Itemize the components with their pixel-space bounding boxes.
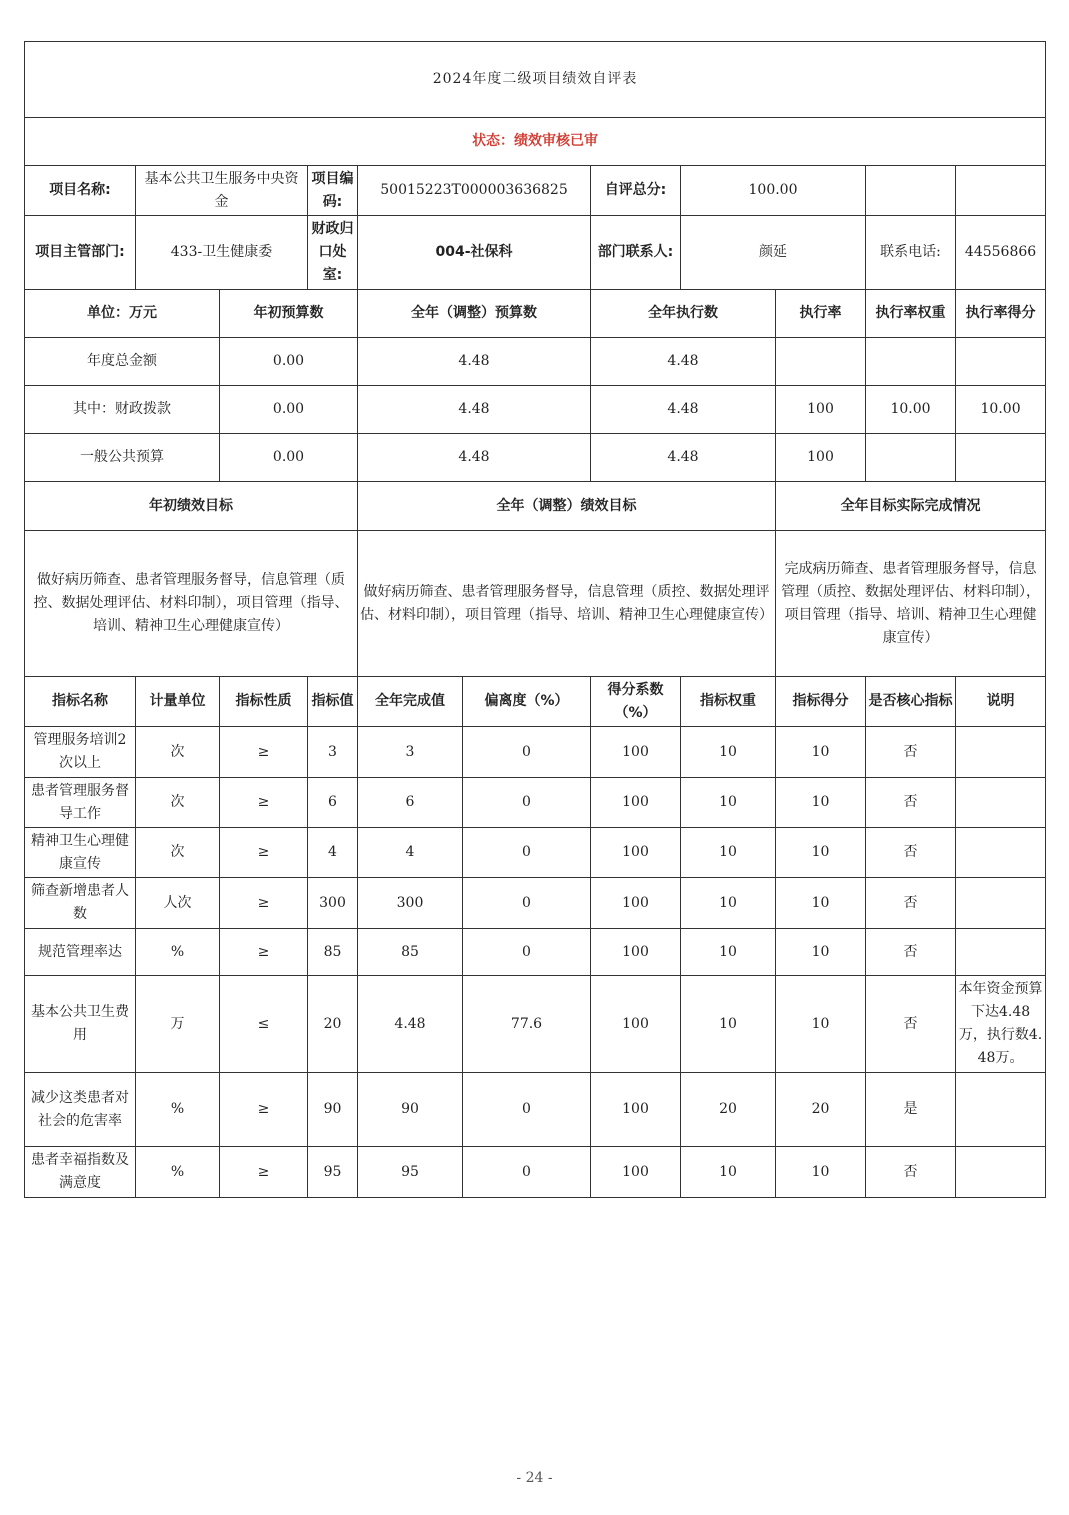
ind-coefficient: 100	[591, 976, 681, 1073]
contact-value: 颜延	[681, 216, 866, 290]
self-score-label: 自评总分:	[591, 166, 681, 216]
goal-header-adjusted: 全年（调整）绩效目标	[358, 482, 776, 531]
indicator-row	[25, 1073, 1046, 1147]
ind-deviation: 0	[463, 828, 591, 878]
ind-deviation: 0	[463, 878, 591, 929]
ind-deviation: 77.6	[463, 976, 591, 1073]
budget-header-adjusted: 全年（调整）预算数	[358, 290, 591, 338]
budget-cell	[776, 338, 866, 386]
ind-note	[956, 828, 1046, 878]
dept-label: 项目主管部门:	[25, 216, 136, 290]
ind-deviation: 0	[463, 727, 591, 778]
ind-weight: 10	[681, 878, 776, 929]
ind-core: 否	[866, 727, 956, 778]
ind-coefficient: 100	[591, 727, 681, 778]
finance-office-value: 004-社保科	[358, 216, 591, 290]
ind-name: 减少这类患者对社会的危害率	[25, 1073, 136, 1147]
indicator-rows	[25, 727, 1046, 1198]
budget-cell: 0.00	[220, 434, 358, 482]
goal-initial-text: 做好病历筛查、患者管理服务督导，信息管理（质控、数据处理评估、材料印制），项目管理（指导、培训、精神卫生心理健康宣传）	[25, 531, 358, 677]
ind-nature: ≥	[220, 929, 308, 976]
ind-score: 10	[776, 727, 866, 778]
ind-core: 否	[866, 878, 956, 929]
ind-core: 否	[866, 778, 956, 828]
ind-name: 基本公共卫生费用	[25, 976, 136, 1073]
ind-header-actual: 全年完成值	[358, 677, 463, 727]
ind-weight: 10	[681, 1147, 776, 1198]
ind-name: 患者幸福指数及满意度	[25, 1147, 136, 1198]
phone-value: 44556866	[956, 216, 1046, 290]
ind-weight: 10	[681, 727, 776, 778]
budget-cell: 4.48	[591, 434, 776, 482]
ind-nature: ≥	[220, 727, 308, 778]
ind-core: 否	[866, 828, 956, 878]
ind-name: 规范管理率达	[25, 929, 136, 976]
evaluation-form	[24, 41, 1046, 1198]
ind-actual: 4	[358, 828, 463, 878]
self-score-value: 100.00	[681, 166, 866, 216]
ind-name: 管理服务培训2次以上	[25, 727, 136, 778]
ind-target: 3	[308, 727, 358, 778]
budget-header-rate-score: 执行率得分	[956, 290, 1046, 338]
ind-actual: 300	[358, 878, 463, 929]
ind-target: 95	[308, 1147, 358, 1198]
budget-cell: 年度总金额	[25, 338, 220, 386]
budget-cell: 4.48	[591, 338, 776, 386]
indicator-row	[25, 878, 1046, 929]
ind-weight: 10	[681, 929, 776, 976]
project-code-value: 50015223T000003636825	[358, 166, 591, 216]
goal-adjusted-text: 做好病历筛查、患者管理服务督导，信息管理（质控、数据处理评估、材料印制），项目管理（指导、培训、精神卫生心理健康宣传）	[358, 531, 776, 677]
budget-cell: 4.48	[358, 338, 591, 386]
project-name-value: 基本公共卫生服务中央资金	[136, 166, 308, 216]
ind-note	[956, 778, 1046, 828]
ind-core: 否	[866, 976, 956, 1073]
ind-weight: 10	[681, 976, 776, 1073]
ind-nature: ≥	[220, 1073, 308, 1147]
ind-core: 否	[866, 929, 956, 976]
ind-score: 10	[776, 828, 866, 878]
ind-coefficient: 100	[591, 1073, 681, 1147]
ind-header-core: 是否核心指标	[866, 677, 956, 727]
ind-nature: ≥	[220, 828, 308, 878]
ind-core: 否	[866, 1147, 956, 1198]
ind-target: 4	[308, 828, 358, 878]
project-code-label: 项目编码:	[308, 166, 358, 216]
indicator-row	[25, 727, 1046, 778]
ind-header-note: 说明	[956, 677, 1046, 727]
ind-target: 20	[308, 976, 358, 1073]
ind-note: 本年资金预算下达4.48万，执行数4.48万。	[956, 976, 1046, 1073]
ind-score: 20	[776, 1073, 866, 1147]
ind-nature: ≥	[220, 778, 308, 828]
ind-name: 患者管理服务督导工作	[25, 778, 136, 828]
ind-deviation: 0	[463, 1073, 591, 1147]
ind-coefficient: 100	[591, 878, 681, 929]
budget-cell: 0.00	[220, 386, 358, 434]
ind-note	[956, 878, 1046, 929]
ind-actual: 3	[358, 727, 463, 778]
ind-nature: ≥	[220, 878, 308, 929]
phone-label: 联系电话:	[866, 216, 956, 290]
ind-actual: 4.48	[358, 976, 463, 1073]
budget-cell	[866, 434, 956, 482]
budget-cell: 100	[776, 386, 866, 434]
ind-name: 筛查新增患者人数	[25, 878, 136, 929]
ind-name: 精神卫生心理健康宣传	[25, 828, 136, 878]
ind-header-weight: 指标权重	[681, 677, 776, 727]
dept-value: 433-卫生健康委	[136, 216, 308, 290]
goal-header-actual: 全年目标实际完成情况	[776, 482, 1046, 531]
status-text: 状态：绩效审核已审	[25, 118, 1046, 166]
ind-target: 90	[308, 1073, 358, 1147]
goal-header-initial: 年初绩效目标	[25, 482, 358, 531]
ind-actual: 85	[358, 929, 463, 976]
ind-actual: 95	[358, 1147, 463, 1198]
ind-nature: ≤	[220, 976, 308, 1073]
ind-actual: 90	[358, 1073, 463, 1147]
ind-score: 10	[776, 976, 866, 1073]
ind-deviation: 0	[463, 778, 591, 828]
budget-cell	[866, 338, 956, 386]
budget-cell: 4.48	[358, 386, 591, 434]
page-number: - 24 -	[516, 1470, 553, 1486]
ind-unit: 次	[136, 778, 220, 828]
budget-row	[25, 386, 1046, 434]
ind-coefficient: 100	[591, 1147, 681, 1198]
empty-cell	[866, 166, 956, 216]
project-name-label: 项目名称:	[25, 166, 136, 216]
ind-deviation: 0	[463, 929, 591, 976]
ind-target: 85	[308, 929, 358, 976]
budget-header-initial: 年初预算数	[220, 290, 358, 338]
ind-target: 6	[308, 778, 358, 828]
ind-deviation: 0	[463, 1147, 591, 1198]
budget-header-unit: 单位：万元	[25, 290, 220, 338]
budget-cell: 一般公共预算	[25, 434, 220, 482]
budget-row	[25, 338, 1046, 386]
ind-note	[956, 929, 1046, 976]
ind-unit: 次	[136, 828, 220, 878]
ind-actual: 6	[358, 778, 463, 828]
indicator-row	[25, 1147, 1046, 1198]
ind-unit: 人次	[136, 878, 220, 929]
ind-header-coefficient: 得分系数（%）	[591, 677, 681, 727]
ind-weight: 10	[681, 828, 776, 878]
ind-core: 是	[866, 1073, 956, 1147]
ind-score: 10	[776, 878, 866, 929]
budget-header-rate-weight: 执行率权重	[866, 290, 956, 338]
budget-cell: 0.00	[220, 338, 358, 386]
budget-cell: 其中：财政拨款	[25, 386, 220, 434]
ind-unit: %	[136, 1147, 220, 1198]
goal-actual-text: 完成病历筛查、患者管理服务督导，信息管理（质控、数据处理评估、材料印制），项目管理（指导、培训、精神卫生心理健康宣传）	[776, 531, 1046, 677]
budget-cell	[956, 434, 1046, 482]
indicator-row	[25, 778, 1046, 828]
indicator-row	[25, 976, 1046, 1073]
indicator-row	[25, 828, 1046, 878]
ind-unit: 万	[136, 976, 220, 1073]
empty-cell	[956, 166, 1046, 216]
budget-header-executed: 全年执行数	[591, 290, 776, 338]
budget-cell: 100	[776, 434, 866, 482]
ind-header-unit: 计量单位	[136, 677, 220, 727]
ind-header-target: 指标值	[308, 677, 358, 727]
ind-unit: %	[136, 929, 220, 976]
budget-cell: 4.48	[591, 386, 776, 434]
ind-score: 10	[776, 1147, 866, 1198]
ind-coefficient: 100	[591, 929, 681, 976]
budget-cell	[956, 338, 1046, 386]
ind-header-nature: 指标性质	[220, 677, 308, 727]
ind-coefficient: 100	[591, 828, 681, 878]
ind-header-deviation: 偏离度（%）	[463, 677, 591, 727]
ind-nature: ≥	[220, 1147, 308, 1198]
ind-unit: %	[136, 1073, 220, 1147]
form-title: 2024年度二级项目绩效自评表	[25, 42, 1046, 118]
ind-weight: 20	[681, 1073, 776, 1147]
ind-score: 10	[776, 929, 866, 976]
ind-note	[956, 727, 1046, 778]
indicator-row	[25, 929, 1046, 976]
budget-cell: 10.00	[956, 386, 1046, 434]
ind-header-score: 指标得分	[776, 677, 866, 727]
ind-score: 10	[776, 778, 866, 828]
ind-coefficient: 100	[591, 778, 681, 828]
budget-header-rate: 执行率	[776, 290, 866, 338]
budget-row	[25, 434, 1046, 482]
contact-label: 部门联系人:	[591, 216, 681, 290]
ind-weight: 10	[681, 778, 776, 828]
budget-cell: 4.48	[358, 434, 591, 482]
ind-target: 300	[308, 878, 358, 929]
ind-unit: 次	[136, 727, 220, 778]
budget-cell: 10.00	[866, 386, 956, 434]
ind-note	[956, 1073, 1046, 1147]
finance-office-label: 财政归口处室:	[308, 216, 358, 290]
ind-note	[956, 1147, 1046, 1198]
ind-header-name: 指标名称	[25, 677, 136, 727]
